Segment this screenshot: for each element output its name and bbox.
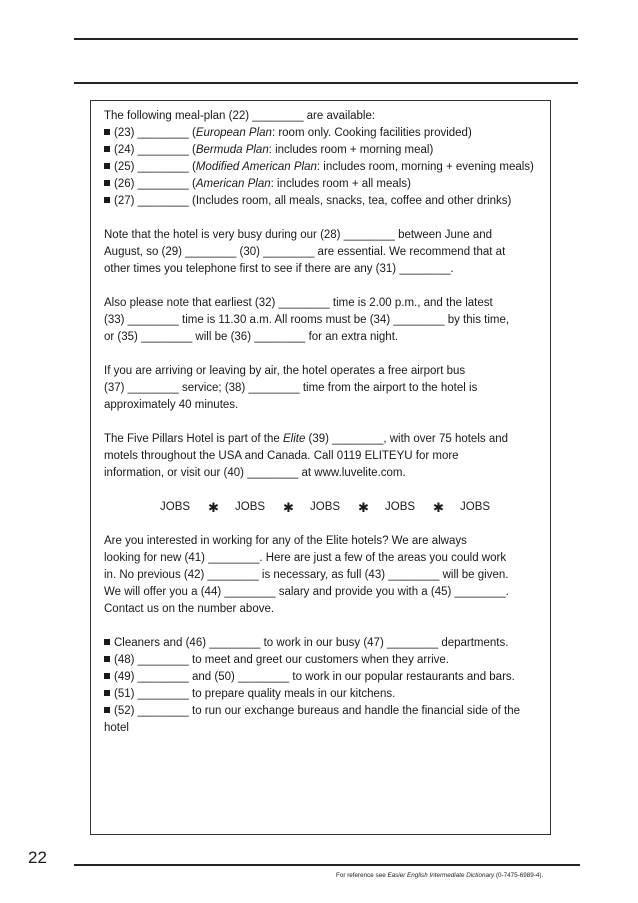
- second-rule: [74, 82, 578, 84]
- footer-reference: For reference see Easier English Intermediate Dictionary (0-7475-6989-4).: [336, 872, 544, 879]
- meal-plan-intro: The following meal-plan (22) ________ are available:: [104, 110, 376, 122]
- meal-plan-item: (27) ________ (Includes room, all meals, snacks, tea, coffee and other drinks): [104, 193, 539, 210]
- asterisk-icon: ✱: [208, 500, 219, 515]
- recruitment-paragraph: Are you interested in working for any of the Elite hotels? We are always looking for new (41) ________. Here are just a few of the areas you could work in. No previous (42) ________ is necessary, as full (43) ________ will be given. We will offer you a (44) ________ salary and provide you with a (45) ________. Contact us on the number above.: [104, 535, 509, 615]
- check-in-paragraph: Also please note that earliest (32) ________ time is 2.00 p.m., and the latest (33) ________ time is 11.30 a.m. All rooms must be (34) ________ by this time, or (35) ________ will be (36) ________ for an extra night.: [104, 297, 510, 343]
- meal-plan-item: (24) ________ (Bermuda Plan: includes room + morning meal): [104, 142, 539, 159]
- jobs-word: JOBS: [460, 501, 491, 513]
- jobs-word: JOBS: [385, 501, 416, 513]
- bullet-square-icon: [104, 639, 110, 645]
- bullet-square-icon: [104, 129, 110, 135]
- bullet-square-icon: [104, 690, 110, 696]
- jobs-word: JOBS: [310, 501, 341, 513]
- bullet-square-icon: [104, 180, 110, 186]
- job-list-item: Cleaners and (46) ________ to work in our busy (47) ________ departments.: [104, 635, 539, 652]
- asterisk-icon: ✱: [358, 500, 369, 515]
- bullet-square-icon: [104, 656, 110, 662]
- busy-season-paragraph: Note that the hotel is very busy during our (28) ________ between June and August, so (29) ________ (30) ________ are essential. We recommend that at other times you telephone first to see if there are any (31) ________.: [104, 229, 506, 275]
- meal-plan-item: (26) ________ (American Plan: includes room + all meals): [104, 176, 539, 193]
- job-list-item: (51) ________ to prepare quality meals in our kitchens.: [104, 686, 539, 703]
- asterisk-icon: ✱: [433, 500, 444, 515]
- jobs-word: JOBS: [160, 501, 191, 513]
- top-rule: [74, 38, 578, 40]
- page-number: 22: [28, 848, 47, 867]
- meal-plan-item: (25) ________ (Modified American Plan: includes room, morning + evening meals): [104, 159, 539, 176]
- exercise-text: [104, 108, 539, 737]
- job-list-item: (52) ________ to run our exchange bureaus and handle the financial side of the hotel: [104, 705, 520, 734]
- job-list-item: (48) ________ to meet and greet our customers when they arrive.: [104, 652, 539, 669]
- bullet-square-icon: [104, 146, 110, 152]
- meal-plan-item: (23) ________ (European Plan: room only. Cooking facilities provided): [104, 125, 539, 142]
- job-list-item: (49) ________ and (50) ________ to work in our popular restaurants and bars.: [104, 669, 539, 686]
- elite-group-paragraph: The Five Pillars Hotel is part of the Elite (39) ________, with over 75 hotels and motels throughout the USA and Canada. Call 0119 ELITEYU for more information, or visit our (40) ________ at www.luvelite.com.: [104, 433, 509, 479]
- airport-bus-paragraph: If you are arriving or leaving by air, the hotel operates a free airport bus (37) ________ service; (38) ________ time from the airport to the hotel is approximately 40 minutes.: [104, 365, 478, 411]
- bullet-square-icon: [104, 707, 110, 713]
- footer-rule: [74, 864, 580, 866]
- bullet-square-icon: [104, 197, 110, 203]
- bullet-square-icon: [104, 163, 110, 169]
- jobs-word: JOBS: [235, 501, 266, 513]
- jobs-banner: [160, 499, 539, 516]
- bullet-square-icon: [104, 673, 110, 679]
- asterisk-icon: ✱: [283, 500, 294, 515]
